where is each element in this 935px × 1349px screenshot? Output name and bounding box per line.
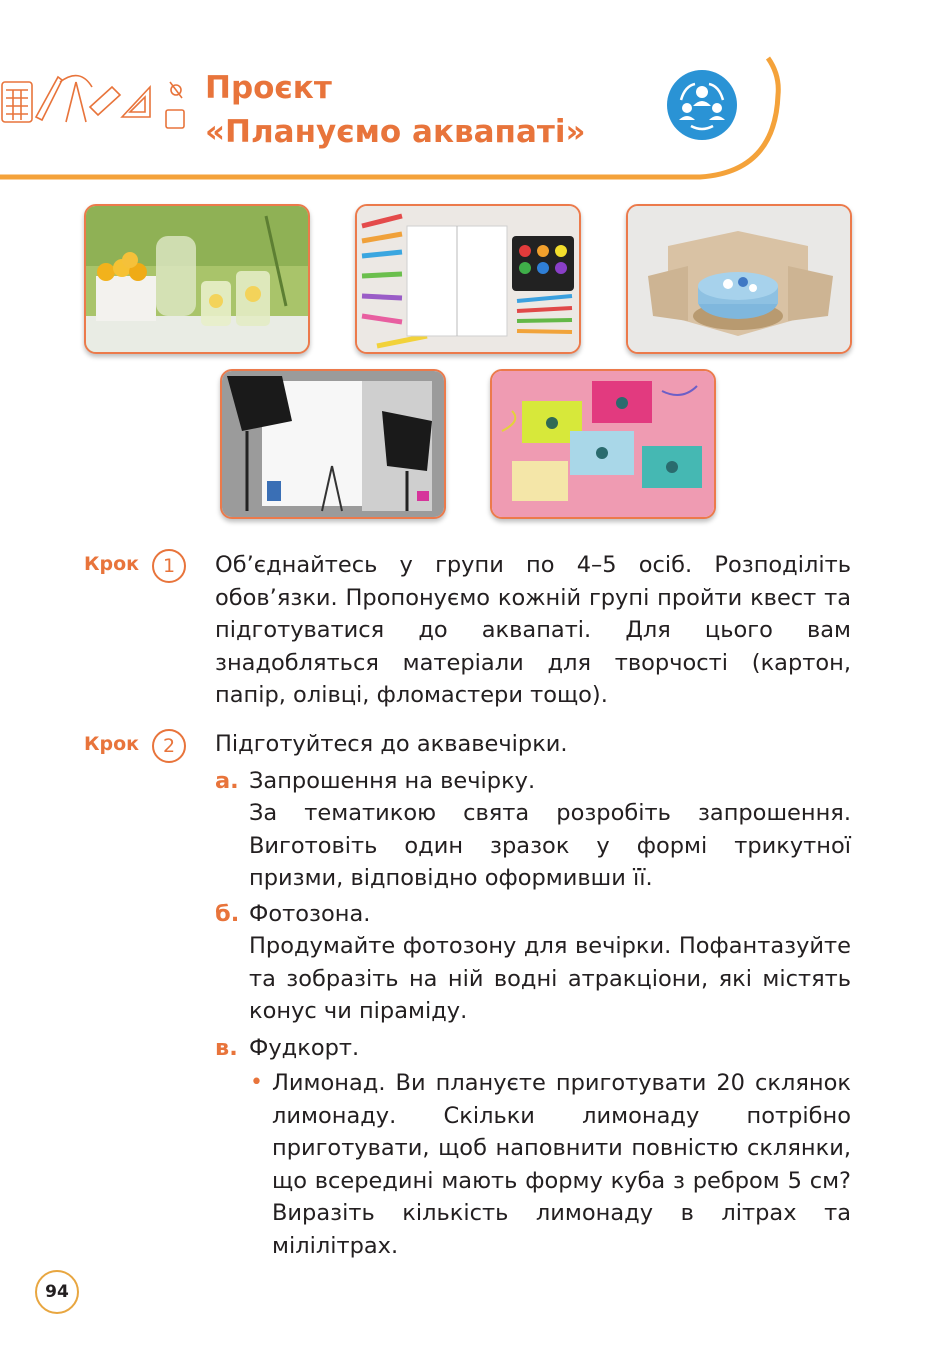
item-b-title: Фотозона.	[249, 901, 371, 927]
step-2-text: Підготуйтеся до аквавечірки.	[215, 731, 568, 757]
photo-cake-box	[626, 204, 852, 354]
item-a-title: Запрошення на вечірку.	[249, 768, 536, 794]
team-collaboration-icon	[667, 70, 737, 140]
item-c-title: Фудкорт.	[249, 1035, 360, 1061]
page-title	[205, 66, 585, 154]
item-a-text: За тематикою свята розробіть запрошення. Виготовіть один зразок у формі трикутної призми, відповідно оформивши її.	[249, 800, 851, 891]
math-doodles-icon	[0, 62, 195, 142]
item-b-letter: б.	[215, 901, 240, 927]
item-c-bullet-1: Лимонад. Ви плануєте приготувати 20 склянок лимонаду. Скільки лимонаду потрібно приготувати, щоб наповнити повністю склянки, що всередині мають форму куба з ребром 5 см? Виразіть кількість лимонаду в літрах та мілілітрах.	[272, 1070, 851, 1259]
photo-lemonade	[84, 204, 310, 354]
step-1-text: Об’єднайтесь у групи по 4–5 осіб. Розподіліть обов’язки. Пропонуємо кожній групі пройти квест та підготуватися до аквапаті. Для цього вам знадобляться матеріали для творчості (картон, папір, олівці, фломастери тощо).	[215, 552, 851, 708]
bullet-dot-icon: •	[250, 1070, 263, 1095]
step-2-label: Крок	[84, 733, 140, 755]
photo-art-supplies	[355, 204, 581, 354]
photo-studio	[220, 369, 446, 519]
item-a-letter: а.	[215, 768, 239, 794]
page-number: 94	[35, 1270, 79, 1314]
step-1-label: Крок	[84, 553, 140, 575]
photo-envelopes	[490, 369, 716, 519]
item-b-text: Продумайте фотозону для вечірки. Пофантазуйте та зобразіть на ній водні атракціони, які містять конус чи піраміду.	[249, 933, 851, 1024]
step-1-number: 1	[152, 549, 186, 583]
title-line-1: Проєкт	[205, 70, 332, 106]
step-2-number: 2	[152, 729, 186, 763]
title-line-2: «Плануємо аквапаті»	[205, 114, 586, 150]
item-c-letter: в.	[215, 1035, 238, 1061]
